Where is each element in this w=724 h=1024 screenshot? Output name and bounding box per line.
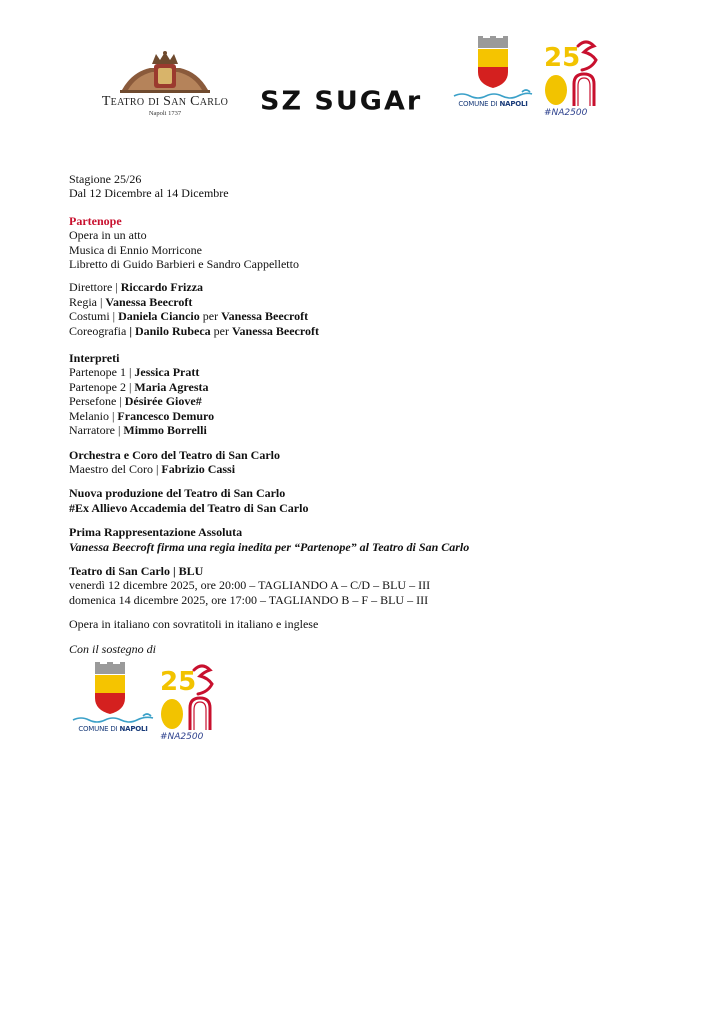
na2500-label: #NA2500 [160,732,204,742]
na2500-label: #NA2500 [544,108,588,118]
credit-role: Direttore | [69,280,121,295]
performance-date: venerdì 12 dicembre 2025, ore 20:00 – TAGLIANDO A – C/D – BLU – III [69,578,431,593]
na2500-logo [542,38,606,120]
cast-role: Partenope 1 | [69,365,135,380]
language-note: Opera in italiano con sovratitoli in italiano e inglese [69,617,319,632]
performance-date: domenica 14 dicembre 2025, ore 17:00 – TAGLIANDO B – F – BLU – III [69,592,429,607]
credit-name: Vanessa Beecroft [221,309,309,324]
cast-name: Mimmo Borrelli [123,423,207,438]
cast-name: Jessica Pratt [134,365,200,380]
teatro-name: Teatro di San Carlo [101,94,229,109]
na2500-logo-footer [158,662,222,744]
city-shield-icon [71,662,155,724]
cast-member [69,394,669,408]
credit-name: Vanessa Beecroft [231,323,319,338]
teatro-subtitle: Napoli 1737 [148,110,182,117]
venue-title: Teatro di San Carlo | BLU [69,563,204,578]
credit-role: Costumi | [69,309,119,324]
chorus-role: Maestro del Coro | [69,461,162,476]
credit-name: Danilo Rubeca [134,323,211,338]
chorus-master-line [69,462,669,476]
credit-role: Regia | [69,294,106,309]
na2500-numerals: 25 [544,43,581,73]
opera-title: Partenope [69,213,122,228]
comune-label [452,100,534,108]
credit-connector: per [199,309,222,324]
teatro-san-carlo-logo [92,50,238,120]
comune-label-prefix: COMUNE DI [78,725,120,733]
comune-label-city: NAPOLI [499,100,528,108]
premiere-tagline: Vanessa Beecroft firma una regia inedita per “Partenope” al Teatro di San Carlo [69,539,470,554]
production-line: Nuova produzione del Teatro di San Carlo [69,486,286,501]
credit-separator: | [129,323,135,338]
press-release-body [69,172,669,656]
production-note: #Ex Allievo Accademia del Teatro di San Carlo [69,500,309,515]
credit-line [69,280,669,294]
season-line: Stagione 25/26 [69,172,142,186]
season-dates: Dal 12 Dicembre al 14 Dicembre [69,186,229,201]
cast-name: Désirée Giove# [124,394,202,409]
na2500-emblem-icon [542,38,606,108]
opera-line: Musica di Ennio Morricone [69,242,202,257]
city-shield-icon [452,36,534,100]
comune-label [71,725,155,733]
cast-heading: Interpreti [69,351,120,366]
support-label: Con il sostegno di [69,641,157,656]
cast-member [69,380,669,394]
comune-napoli-logo-footer [71,662,155,738]
cast-name: Maria Agresta [134,379,209,394]
cast-member [69,409,669,423]
na2500-emblem-icon [158,662,222,732]
comune-napoli-logo [452,36,534,118]
cast-role: Melanio | [69,408,118,423]
credit-name: Daniela Ciancio [118,309,200,324]
premiere-line: Prima Rappresentazione Assoluta [69,525,243,540]
na2500-numerals: 25 [160,667,197,697]
orchestra-title: Orchestra e Coro del Teatro di San Carlo [69,447,280,462]
sz-sugar-logo [260,86,422,117]
credit-connector: per [210,323,232,338]
cast-role: Narratore | [69,423,124,438]
credit-name: Riccardo Frizza [120,280,204,295]
comune-label-prefix: COMUNE DI [458,100,500,108]
opera-line: Libretto di Guido Barbieri e Sandro Cappelletto [69,257,299,272]
credit-line [69,309,669,323]
sponsor-name: SZ SUGAr [260,86,423,117]
opera-line: Opera in un atto [69,228,147,243]
credit-line [69,324,669,338]
cast-name: Francesco Demuro [117,408,215,423]
credit-name: Vanessa Beecroft [105,294,193,309]
crowned-crest-icon [92,50,238,94]
credit-role: Coreografia [69,323,130,338]
cast-member [69,423,669,437]
credit-line [69,295,669,309]
comune-label-city: NAPOLI [119,725,148,733]
chorus-name: Fabrizio Cassi [161,461,236,476]
cast-role: Partenope 2 | [69,379,135,394]
cast-role: Persefone | [69,394,125,409]
cast-member [69,365,669,379]
